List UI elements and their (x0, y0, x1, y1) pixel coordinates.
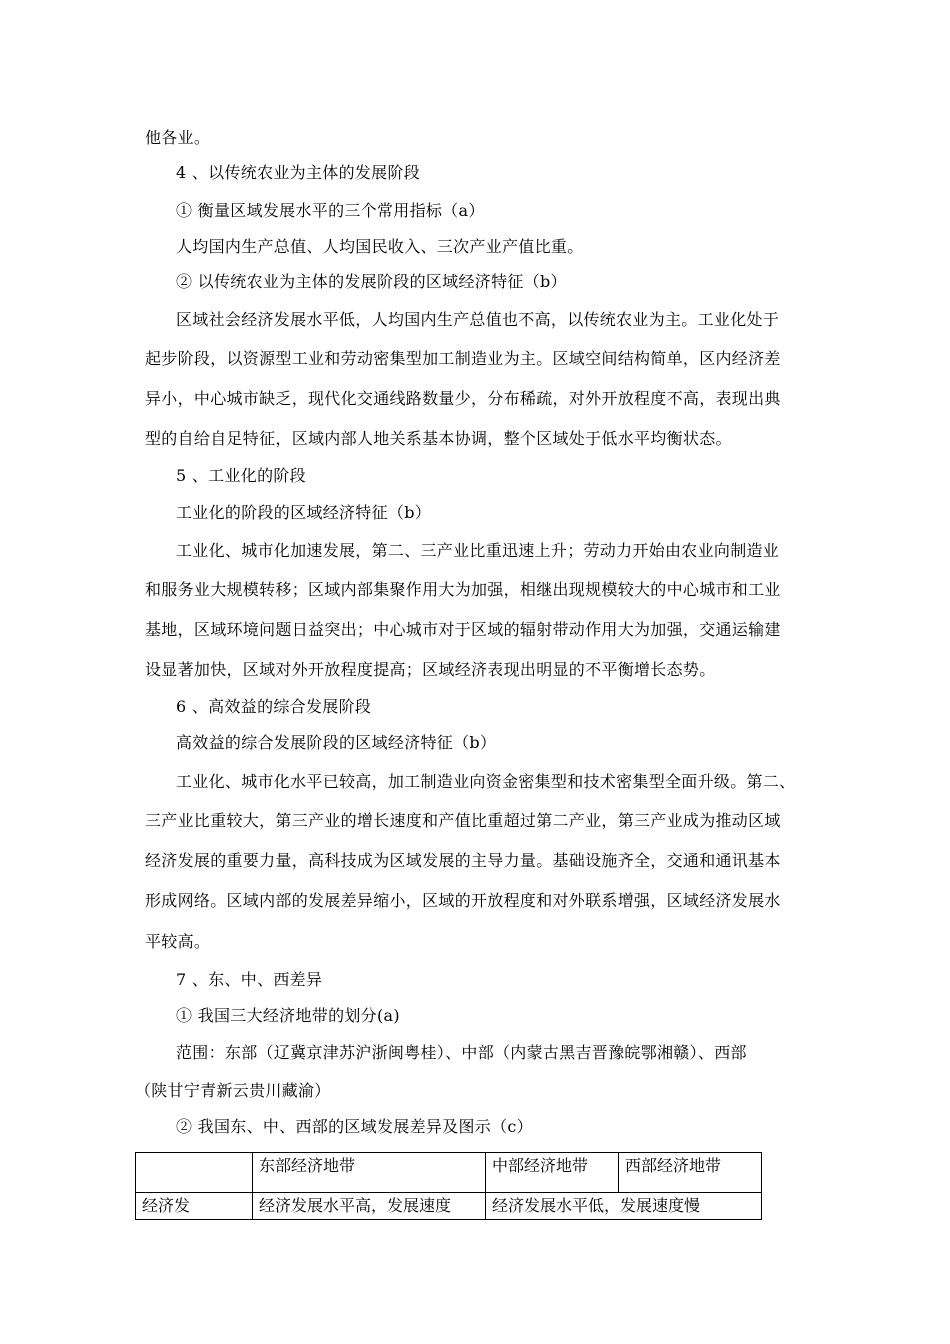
paragraph-line: 基地，区域环境问题日益突出；中心城市对于区域的辐射带动作用大为加强，交通运输建 (145, 620, 781, 639)
paragraph-line: 型的自给自足特征，区域内部人地关系基本协调，整个区域处于低水平均衡状态。 (145, 429, 732, 448)
paragraph-line: 工业化、城市化水平已较高，加工制造业向资金密集型和技术密集型全面升级。第二、 (176, 772, 796, 791)
paragraph-line: 范围：东部（辽冀京津苏沪浙闽粤桂）、中部（内蒙古黑吉晋豫皖鄂湘赣）、西部 (176, 1043, 747, 1062)
section-heading: 5 、工业化的阶段 (176, 466, 306, 485)
paragraph-line: （陕甘宁青新云贵川藏渝） (135, 1081, 331, 1100)
paragraph-line: 他各业。 (145, 128, 211, 147)
subsection-heading: 工业化的阶段的区域经济特征（b） (176, 503, 432, 522)
table-cell: 经济发 (136, 1193, 253, 1220)
section-heading: 4 、以传统农业为主体的发展阶段 (176, 163, 421, 182)
paragraph-line: 平较高。 (145, 932, 211, 951)
paragraph-line: 区域社会经济发展水平低，人均国内生产总值也不高，以传统农业为主。工业化处于 (176, 310, 780, 329)
paragraph-line: 三产业比重较大，第三产业的增长速度和产值比重超过第二产业，第三产业成为推动区域 (145, 811, 781, 830)
table-header-cell: 东部经济地带 (253, 1153, 486, 1193)
section-heading: 7 、东、中、西差异 (176, 970, 323, 989)
paragraph-line: 经济发展的重要力量，高科技成为区域发展的主导力量。基础设施齐全，交通和通讯基本 (145, 851, 781, 870)
table-row (136, 1193, 762, 1220)
table-header-cell: 西部经济地带 (619, 1153, 762, 1193)
subsection-heading: ② 我国东、中、西部的区域发展差异及图示（c） (176, 1117, 533, 1136)
table-cell: 经济发展水平低，发展速度慢 (486, 1193, 762, 1220)
paragraph-line: 人均国内生产总值、人均国民收入、三次产业产值比重。 (176, 237, 584, 256)
subsection-heading: ② 以传统农业为主体的发展阶段的区域经济特征（b） (176, 272, 567, 291)
table-header-cell (136, 1153, 253, 1193)
section-heading: 6 、高效益的综合发展阶段 (176, 697, 372, 716)
subsection-heading: ① 衡量区域发展水平的三个常用指标（a） (176, 201, 485, 220)
comparison-table (135, 1152, 762, 1220)
paragraph-line: 起步阶段，以资源型工业和劳动密集型加工制造业为主。区域空间结构简单，区内经济差 (145, 349, 781, 368)
paragraph-line: 异小，中心城市缺乏，现代化交通线路数量少，分布稀疏，对外开放程度不高，表现出典 (145, 389, 781, 408)
subsection-heading: ① 我国三大经济地带的划分(a) (176, 1006, 400, 1025)
paragraph-line: 工业化、城市化加速发展，第二、三产业比重迅速上升；劳动力开始由农业向制造业 (176, 541, 780, 560)
paragraph-line: 和服务业大规模转移；区域内部集聚作用大为加强，相继出现规模较大的中心城市和工业 (145, 580, 781, 599)
paragraph-line: 形成网络。区域内部的发展差异缩小，区域的开放程度和对外联系增强，区域经济发展水 (145, 891, 781, 910)
table-cell: 经济发展水平高，发展速度 (253, 1193, 486, 1220)
table-header-row (136, 1153, 762, 1193)
paragraph-line: 设显著加快，区域对外开放程度提高；区域经济表现出明显的不平衡增长态势。 (145, 660, 716, 679)
table-header-cell: 中部经济地带 (486, 1153, 619, 1193)
subsection-heading: 高效益的综合发展阶段的区域经济特征（b） (176, 733, 497, 752)
